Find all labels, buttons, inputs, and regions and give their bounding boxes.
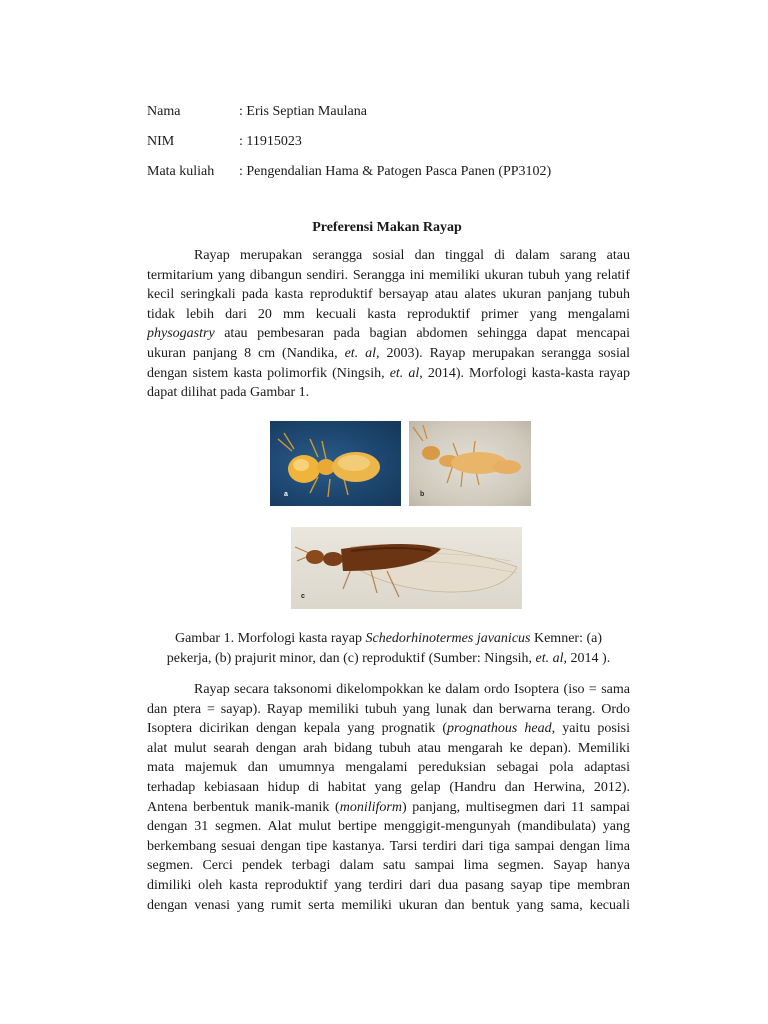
document-title: Preferensi Makan Rayap <box>312 220 462 235</box>
text-line <box>147 719 630 739</box>
info-value: : Eris Septian Maulana <box>239 104 367 119</box>
text-line: Rayap merupakan serangga sosial dan tinggal di dalam sarang atau <box>194 248 630 263</box>
text-run: pekerja, (b) prajurit minor, dan (c) reproduktif (Sumber: Ningsih, <box>166 651 536 666</box>
text-run: Isoptera dicirikan dengan kepala yang prognatik ( <box>147 721 448 737</box>
text-run: Antena berbentuk manik-manik ( <box>147 799 340 815</box>
text-line: Rayap secara taksonomi dikelompokkan ke dalam ordo Isoptera (iso = sama <box>194 682 630 697</box>
caption-line <box>147 649 630 669</box>
text-run: , 2014). Morfologi kasta-kasta rayap <box>419 365 630 381</box>
text-run: , 2003). Rayap merupakan serangga sosial <box>376 345 630 361</box>
text-run: dengan sistem kasta polimorfik (Ningsih, <box>147 365 390 381</box>
figure-label-b: b <box>420 491 425 498</box>
text-run: ukuran panjang 8 cm (Nandika, <box>147 345 345 361</box>
termite-reproductive-illustration <box>291 527 522 609</box>
termite-worker-illustration <box>270 421 401 506</box>
text-line: dengan 31 segmen. Alat mulut bertipe menggigit-mengunyah (mandibulata) yang <box>147 819 630 835</box>
text-run: , 2014 ). <box>563 651 611 666</box>
termite-photo-reproductive <box>291 527 522 609</box>
info-label: NIM <box>147 134 175 149</box>
text-line: dimiliki oleh kasta reproduktif yang terdiri dari dua pasang sayap tipe membran <box>147 877 630 893</box>
text-line: mata majemuk dan umumnya mengalami pereduksian sebagai pola adaptasi <box>147 760 630 776</box>
info-label: Mata kuliah <box>147 164 215 179</box>
termite-photo-worker <box>270 421 401 506</box>
text-line: terhadap kebiasaan hidup di habitat yang gelap (Handru dan Herwina, 2012). <box>147 779 630 795</box>
text-run: Gambar 1. Morfologi kasta rayap <box>174 631 366 646</box>
figure-label-a: a <box>284 491 288 498</box>
figure-caption <box>147 629 630 669</box>
text-run: Kemner: (a) <box>530 631 603 646</box>
text-run: , yaitu posisi <box>551 721 630 737</box>
text-line <box>147 344 630 364</box>
figure-label-c: c <box>301 593 305 600</box>
italic-term: et. al <box>344 345 377 361</box>
termite-soldier-illustration <box>409 421 531 506</box>
info-value: : Pengendalian Hama & Patogen Pasca Panen (PP3102) <box>239 164 552 179</box>
text-line: dapat dilihat pada Gambar 1. <box>147 385 310 401</box>
text-line: alat mulut searah dengan arah bidang tubuh atau mengarah ke depan). Memiliki <box>147 740 630 756</box>
text-line <box>147 798 630 818</box>
text-line: dengan venasi yang rumit serta memiliki ukuran dan bentuk yang sama, kecuali <box>147 897 630 913</box>
text-line: segmen. Cerci pendek terbagi dalam satu sampai lima segmen. Sayap hanya <box>147 858 630 874</box>
text-line: dan ptera = sayap). Rayap memiliki tubuh yang lunak dan berwarna terang. Ordo <box>147 701 630 717</box>
text-line: tidak lebih dari 20 mm kecuali kasta reproduktif primer yang mengalami <box>147 306 630 322</box>
text-line <box>147 364 630 384</box>
paragraph-1 <box>147 246 630 403</box>
text-line: berkembang sesuai dengan tipe kastanya. Tarsi terdiri dari tiga sampai dengan lima <box>147 838 630 854</box>
caption-line <box>147 629 630 649</box>
termite-photo-soldier <box>409 421 531 506</box>
text-run: ) panjang, multisegmen dari 11 sampai <box>401 799 630 815</box>
italic-term: physogastry <box>147 326 215 342</box>
info-value: : 11915023 <box>239 134 302 149</box>
italic-term: moniliform <box>339 799 402 815</box>
paragraph-2 <box>147 680 630 915</box>
italic-term: prognathous head <box>447 721 552 737</box>
text-line <box>147 324 630 344</box>
text-line: termitarium yang dibangun sendiri. Serangga ini memiliki ukuran tubuh yang relatif <box>147 267 630 283</box>
info-label: Nama <box>147 104 181 119</box>
italic-term: et. al <box>389 365 420 381</box>
italic-term: et. al <box>535 651 564 666</box>
text-line: kecil seringkali pada kasta reproduktif bersayap atau alates ukuran panjang tubuh <box>147 287 630 303</box>
text-run: atau pembesaran pada bagian abdomen sehingga dapat mencapai <box>214 326 630 342</box>
species-name: Schedorhinotermes javanicus <box>365 631 531 646</box>
